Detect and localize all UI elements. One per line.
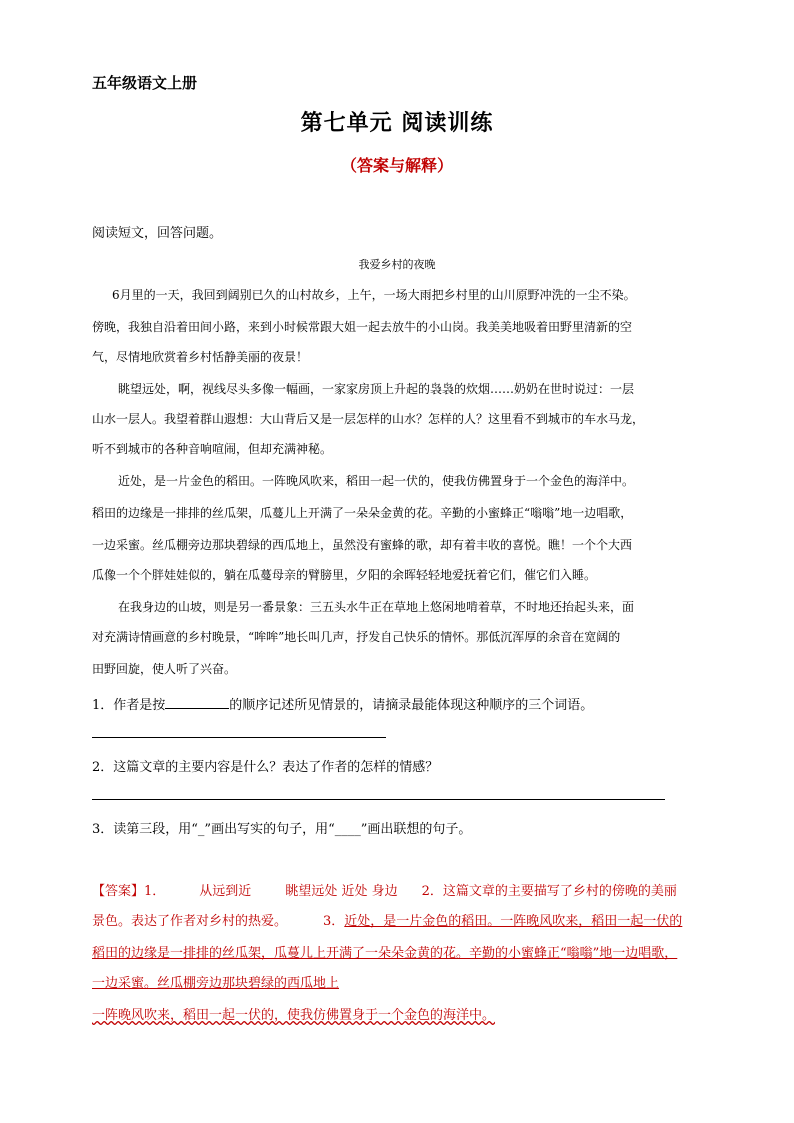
answer-line-1[interactable]: [92, 737, 386, 738]
answer-label: 【答案】: [92, 884, 145, 899]
question-1-blank[interactable]: [165, 696, 229, 709]
answer-3-line-4: 一阵晚风吹来，稻田一起一伏的，使我仿佛置身于一个金色的海洋中。: [92, 1008, 496, 1023]
answer-row-4: [92, 972, 339, 991]
answer-row-5: [92, 1004, 495, 1023]
answer-2-continued: 景色。表达了作者对乡村的热爱。: [92, 914, 288, 929]
question-1: [92, 694, 593, 713]
question-3-part-b: ”画出写实的句子，用“: [204, 822, 335, 837]
answer-3-number: 3．: [323, 914, 345, 929]
question-3-mark-wavy: ____: [334, 822, 361, 837]
question-3-part-a: 3．读第三段，用“: [92, 822, 198, 837]
passage-line: 山水一层人。我望着群山遐想：大山背后又是一层怎样的山水？怎样的人？这里看不到城市的车水马龙，: [92, 412, 645, 426]
passage-title: 我爱乡村的夜晚: [358, 258, 436, 271]
answer-row-1: [92, 880, 677, 899]
answer-line-2[interactable]: [92, 799, 665, 800]
question-2: 2．这篇文章的主要内容是什么？表达了作者的怎样的情感？: [92, 760, 439, 775]
passage-line: 听不到城市的各种音响喧闹，但却充满神秘。: [92, 442, 333, 456]
grade-label: 五年级语文上册: [92, 74, 198, 92]
answer-2-text: 2．这篇文章的主要描写了乡村的傍晚的美丽: [421, 884, 677, 899]
page-title: 第七单元 阅读训练: [300, 110, 494, 136]
question-1-suffix: 的顺序记述所见情景的，请摘录最能体现这种顺序的三个词语。: [229, 698, 594, 713]
passage-line: 眺望远处，啊，视线尽头多像一幅画，一家家房顶上升起的袅袅的炊烟……奶奶在世时说过：一层: [118, 382, 635, 396]
answer-3-line-1: 近处，是一片金色的稻田。一阵晚风吹来，稻田一起一伏的: [344, 914, 683, 929]
passage-line: 对充满诗情画意的乡村晚景，“哞哞”地长叫几声，抒发自己快乐的情怀。那低沉浑厚的余音在宽阔的: [92, 630, 621, 644]
question-3: [92, 818, 471, 837]
passage-line: 近处，是一片金色的稻田。一阵晚风吹来，稻田一起一伏的，使我仿佛置身于一个金色的海洋中。: [118, 474, 635, 488]
answer-3-line-3: 一边采蜜。丝瓜棚旁边那块碧绿的西瓜地上: [92, 976, 340, 991]
question-3-mark-straight: _: [197, 822, 205, 837]
passage-line: 傍晚，我独自沿着田间小路，来到小时候常跟大姐一起去放牛的小山岗。我美美地吸着田野里清新的空: [92, 320, 633, 334]
question-1-prefix: 1．作者是按: [92, 698, 166, 713]
answer-row-3: [92, 942, 677, 961]
page-subtitle: （答案与解释）: [340, 156, 453, 175]
answer-1-order: 从远到近: [199, 884, 252, 899]
passage-line: 一边采蜜。丝瓜棚旁边那块碧绿的西瓜地上，虽然没有蜜蜂的歌，却有着丰收的喜悦。瞧！一个个大西: [92, 538, 633, 552]
passage-line: 稻田的边缘是一排排的丝瓜架，瓜蔓儿上开满了一朵朵金黄的花。辛勤的小蜜蜂正“嗡嗡”地一边唱歌，: [92, 506, 633, 520]
passage-line: 瓜像一个个胖娃娃似的，躺在瓜蔓母亲的臂膀里，夕阳的余晖轻轻地爱抚着它们，催它们入睡。: [92, 568, 597, 582]
answer-1-words: 眺望远处 近处 身边: [285, 884, 398, 899]
passage-line: 气，尽情地欣赏着乡村恬静美丽的夜景！: [92, 350, 309, 364]
instruction-text: 阅读短文，回答问题。: [92, 226, 223, 241]
answer-row-2: [92, 910, 682, 929]
passage-line: 在我身边的山坡，则是另一番景象：三五头水牛正在草地上悠闲地啃着草，不时地还抬起头来，面: [118, 600, 635, 614]
answer-3-line-2: 稻田的边缘是一排排的丝瓜架，瓜蔓儿上开满了一朵朵金黄的花。辛勤的小蜜蜂正“嗡嗡”地一边唱歌，: [92, 946, 678, 961]
passage-line: 田野回旋，使人听了兴奋。: [92, 662, 237, 676]
answer-1-number: 1．: [144, 884, 166, 899]
question-3-part-c: ”画出联想的句子。: [360, 822, 472, 837]
passage-line: 6月里的一天，我回到阔别已久的山村故乡，上午，一场大雨把乡村里的山川原野冲洗的一尘不染。: [112, 288, 636, 302]
